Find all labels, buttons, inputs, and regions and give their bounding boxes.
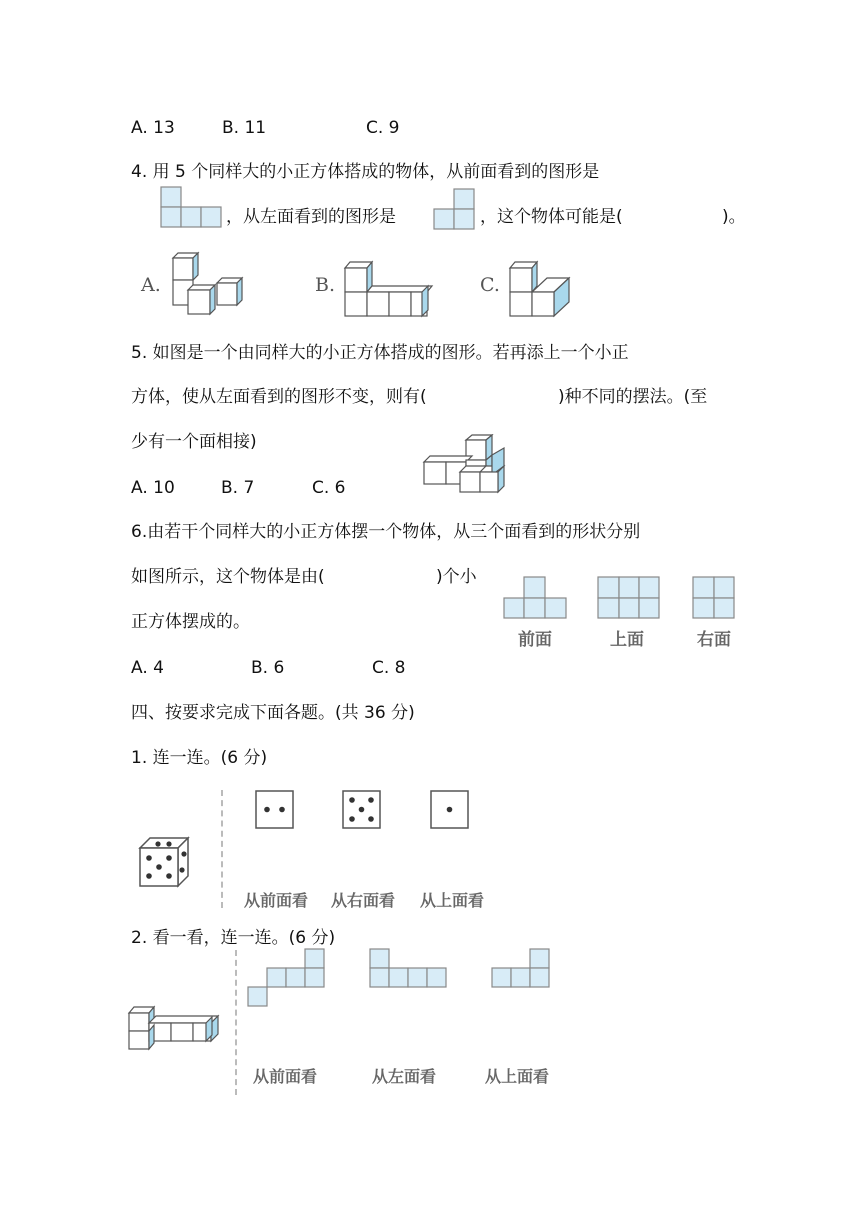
q5-line2-a: 方体，使从左面看到的图形不变，则有( xyxy=(131,387,427,407)
q4-answer-blank[interactable] xyxy=(648,206,722,228)
q4-front-view-figure xyxy=(160,186,222,228)
q4-option-b-figure xyxy=(342,258,434,318)
q6-option-a: A. 4 xyxy=(131,658,164,678)
q5-option-c: C. 6 xyxy=(312,478,346,498)
p2-view-c[interactable] xyxy=(491,948,553,990)
p1-face-five-dots[interactable] xyxy=(342,790,382,830)
p1-divider xyxy=(221,790,223,908)
q4-text-left-view: ，从左面看到的图形是 xyxy=(226,207,396,227)
p2-view-a[interactable] xyxy=(247,948,327,1008)
q5-answer-blank[interactable] xyxy=(475,386,558,408)
p1-label-top[interactable]: 从上面看 xyxy=(420,891,485,910)
q5-line2-b: )种不同的摆法。(至 xyxy=(558,387,708,407)
q3-option-a: A. 13 xyxy=(131,118,175,138)
q6-label-front: 前面 xyxy=(518,630,552,650)
q3-option-c: C. 9 xyxy=(366,118,400,138)
q5-line1: 5. 如图是一个由同样大的小正方体搭成的图形。若再添上一个小正 xyxy=(131,343,629,363)
q6-front-view xyxy=(503,576,567,620)
q6-label-top: 上面 xyxy=(610,630,644,650)
q6-line1: 6.由若干个同样大的小正方体摆一个物体，从三个面看到的形状分别 xyxy=(131,522,641,542)
q4-option-c-label: C. xyxy=(480,274,500,296)
q6-option-c: C. 8 xyxy=(372,658,406,678)
q4-left-view-figure xyxy=(433,188,475,230)
p1-die-cube xyxy=(138,834,192,890)
q5-option-a: A. 10 xyxy=(131,478,175,498)
q4-line1: 4. 用 5 个同样大的小正方体搭成的物体，从前面看到的图形是 xyxy=(131,162,600,182)
p2-title: 2. 看一看，连一连。(6 分) xyxy=(131,928,336,948)
section4-title: 四、按要求完成下面各题。(共 36 分) xyxy=(131,703,415,723)
p2-divider xyxy=(235,950,237,1095)
q4-option-a-figure xyxy=(170,250,252,318)
q4-option-a-label: A. xyxy=(141,274,161,296)
q6-answer-blank[interactable] xyxy=(355,566,435,588)
p1-label-front[interactable]: 从前面看 xyxy=(244,891,309,910)
p2-cube-object xyxy=(126,1003,226,1053)
q3-option-b: B. 11 xyxy=(222,118,267,138)
q5-cube-figure xyxy=(420,434,508,496)
p2-label-front[interactable]: 从前面看 xyxy=(253,1067,318,1086)
p2-label-top[interactable]: 从上面看 xyxy=(485,1067,550,1086)
q4-text-object: ，这个物体可能是( xyxy=(480,207,623,227)
q4-text-end: )。 xyxy=(722,207,746,227)
p1-face-two-dots[interactable] xyxy=(255,790,295,830)
q4-option-b-label: B. xyxy=(315,274,336,296)
p1-title: 1. 连一连。(6 分) xyxy=(131,748,268,768)
q6-option-b: B. 6 xyxy=(251,658,285,678)
q5-line3: 少有一个面相接) xyxy=(131,432,257,452)
p2-label-left[interactable]: 从左面看 xyxy=(372,1067,437,1086)
q6-label-right: 右面 xyxy=(697,630,731,650)
q6-right-view xyxy=(692,576,736,620)
q6-line2-b: )个小 xyxy=(436,567,477,587)
p2-view-b[interactable] xyxy=(369,948,449,990)
q6-line2-a: 如图所示，这个物体是由( xyxy=(131,567,325,587)
p1-face-one-dot[interactable] xyxy=(430,790,470,830)
q5-option-b: B. 7 xyxy=(221,478,255,498)
p1-label-right[interactable]: 从右面看 xyxy=(331,891,396,910)
q6-top-view xyxy=(597,576,661,620)
q6-line3: 正方体摆成的。 xyxy=(131,612,250,632)
q4-option-c-figure xyxy=(507,258,575,318)
